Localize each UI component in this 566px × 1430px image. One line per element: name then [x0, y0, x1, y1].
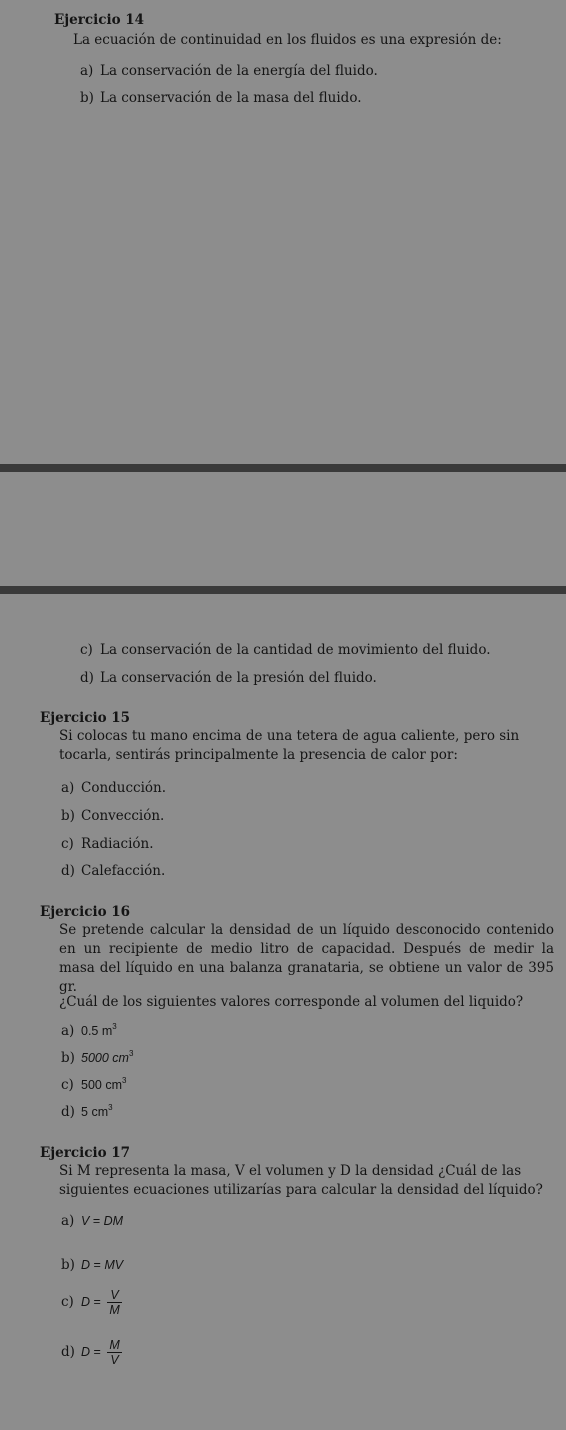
option-label: a) [61, 1023, 75, 1039]
option-unit: m [101, 1024, 113, 1038]
equation-lhs: D [81, 1294, 91, 1309]
exercise-17-option-a[interactable] [61, 1212, 123, 1230]
exercise-17-option-d[interactable] [61, 1338, 122, 1367]
equation-lhs: D [81, 1258, 91, 1272]
exercise-14-question: La ecuación de continuidad en los fluidos es una expresión de: [73, 32, 502, 48]
fraction-denominator: M [109, 1303, 120, 1317]
option-text: Conducción. [81, 780, 167, 796]
exercise-15-title: Ejercicio 15 [40, 710, 131, 726]
exercise-17-question: Si M representa la masa, V el volumen y D la densidad ¿Cuál de las siguientes ecuaciones utilizarías para calcular la densidad del líquido? [59, 1163, 543, 1198]
option-label: d) [61, 1343, 75, 1360]
exercise-16-option-c[interactable] [61, 1076, 126, 1094]
page-separator-bottom [0, 586, 566, 594]
exercise-14-option-b[interactable] [80, 89, 362, 107]
option-label: a) [61, 780, 75, 796]
option-text: Radiación. [81, 836, 154, 852]
option-text: La conservación de la masa del fluido. [100, 90, 362, 106]
equals-sign: = [93, 1344, 101, 1359]
option-label: a) [80, 63, 94, 79]
exercise-17-title: Ejercicio 17 [40, 1145, 131, 1161]
exercise-17-option-c[interactable] [61, 1288, 122, 1317]
option-text: La conservación de la presión del fluido. [100, 670, 377, 686]
option-value: 500 [81, 1078, 102, 1092]
exercise-14-option-a[interactable] [80, 62, 378, 80]
option-label: d) [80, 670, 94, 686]
page-separator-top [0, 464, 566, 472]
fraction-numerator: M [109, 1338, 120, 1352]
equation-rhs: MV [104, 1258, 124, 1272]
exercise-16-option-a[interactable] [61, 1022, 117, 1040]
option-exponent: 3 [112, 1022, 117, 1031]
option-exponent: 3 [108, 1103, 113, 1112]
option-value: 0.5 [81, 1024, 99, 1038]
exercise-17-option-b[interactable] [61, 1256, 123, 1274]
equals-sign: = [93, 1258, 101, 1272]
option-label: c) [61, 1077, 74, 1093]
exercise-16-question: Se pretende calcular la densidad de un líquido desconocido contenido en un recipiente de medio litro de capacidad. Después de medir la masa del líquido en una balanza granataria, se obtiene un valor de 395 gr. [59, 922, 554, 995]
fraction [107, 1338, 121, 1367]
fraction-denominator: V [110, 1353, 119, 1367]
option-label: c) [61, 1293, 74, 1310]
exercise-14-title: Ejercicio 14 [54, 12, 145, 28]
exercise-14-option-c[interactable] [80, 641, 491, 659]
option-label: c) [80, 642, 93, 658]
option-label: b) [80, 90, 94, 106]
equation-rhs: DM [103, 1214, 124, 1228]
option-text: Convección. [81, 808, 165, 824]
fraction-numerator: V [107, 1288, 121, 1303]
option-label: b) [61, 1050, 75, 1066]
exercise-15-option-c[interactable] [61, 835, 154, 853]
exercise-15-option-d[interactable] [61, 862, 165, 880]
option-unit: cm [91, 1105, 109, 1119]
option-value: 5 [81, 1105, 88, 1119]
equation-lhs: D [81, 1344, 91, 1359]
exercise-15-option-a[interactable] [61, 779, 166, 797]
exercise-16-title: Ejercicio 16 [40, 904, 131, 920]
exercise-16-question-2: ¿Cuál de los siguientes valores corresponde al volumen del liquido? [59, 994, 524, 1010]
exercise-16-option-b[interactable] [61, 1049, 133, 1067]
option-text: La conservación de la energía del fluido. [100, 63, 378, 79]
option-text: Calefacción. [81, 863, 166, 879]
fraction [107, 1288, 121, 1317]
option-exponent: 3 [128, 1049, 134, 1058]
exercise-14-option-d[interactable] [80, 669, 377, 687]
option-unit: cm [112, 1051, 129, 1065]
exercise-15-option-b[interactable] [61, 807, 164, 825]
exercise-16-option-d[interactable] [61, 1103, 113, 1121]
option-label: b) [61, 1257, 75, 1273]
equals-sign: = [93, 1294, 101, 1309]
option-label: b) [61, 808, 75, 824]
equals-sign: = [92, 1214, 101, 1228]
option-unit: cm [105, 1078, 123, 1092]
option-value: 5000 [81, 1051, 109, 1065]
exercise-15-question: Si colocas tu mano encima de una tetera de agua caliente, pero sin tocarla, sentirás principalmente la presencia de calor por: [59, 728, 520, 763]
option-exponent: 3 [122, 1076, 127, 1085]
option-label: d) [61, 863, 75, 879]
option-label: c) [61, 836, 74, 852]
option-label: a) [61, 1213, 75, 1229]
option-label: d) [61, 1104, 75, 1120]
option-text: La conservación de la cantidad de movimiento del fluido. [100, 642, 491, 658]
equation-lhs: V [81, 1214, 90, 1228]
